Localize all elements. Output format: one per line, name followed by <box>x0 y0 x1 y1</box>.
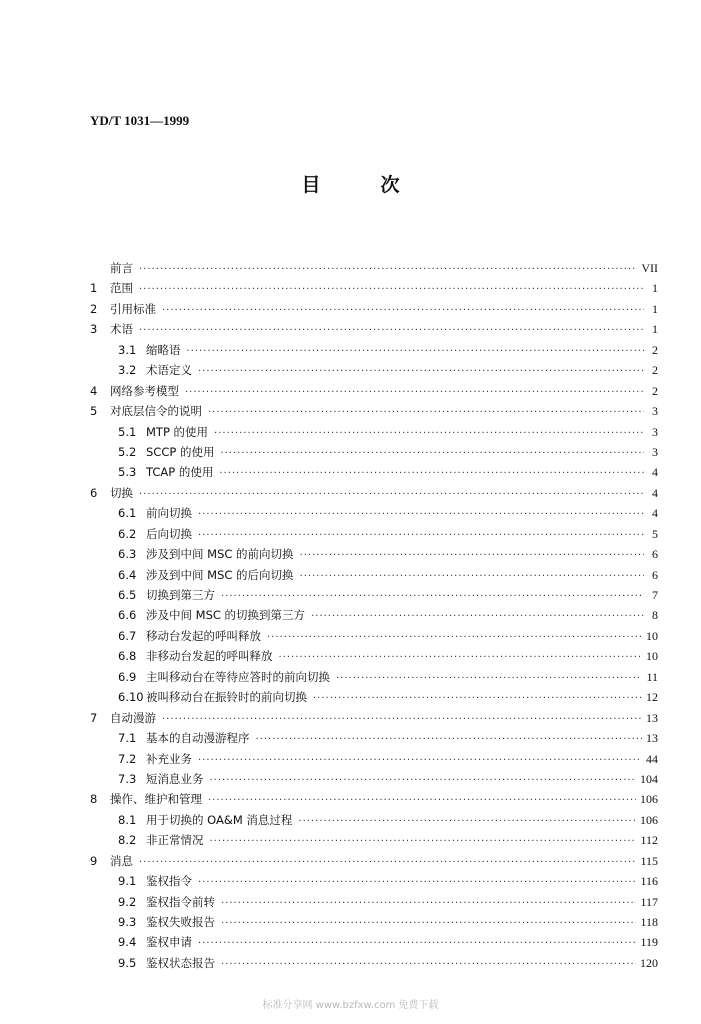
toc-entry-label: 术语定义 <box>146 363 192 378</box>
toc-entry[interactable] <box>90 626 658 646</box>
toc-entry-label: 鉴权申请 <box>146 935 192 950</box>
toc-entry[interactable] <box>90 258 658 278</box>
toc-entry[interactable] <box>90 871 658 891</box>
toc-entry-page: 8 <box>652 608 658 623</box>
toc-entry[interactable] <box>90 932 658 952</box>
toc-entry-page: 106 <box>640 812 658 827</box>
toc-entry[interactable] <box>90 422 658 442</box>
toc-entry-number: 8.2 <box>118 833 137 848</box>
toc-title: 目次 <box>301 174 460 196</box>
dot-leader <box>198 934 636 954</box>
dot-leader <box>279 648 643 668</box>
toc-entry[interactable] <box>90 319 658 339</box>
toc-entry-page: 6 <box>652 567 658 582</box>
dot-leader <box>221 894 636 914</box>
dot-leader <box>139 280 644 300</box>
dot-leader <box>139 260 637 280</box>
toc-entry-page: 10 <box>646 628 658 643</box>
toc-entry-label: 涉及到中间 MSC 的前向切换 <box>146 547 294 562</box>
dot-leader <box>267 628 642 648</box>
dot-leader <box>208 791 636 811</box>
dot-leader <box>162 301 644 321</box>
toc-entry-label: 非正常情况 <box>146 833 204 848</box>
dot-leader <box>221 914 636 934</box>
toc-entry-page: 3 <box>652 424 658 439</box>
toc-entry-page: 115 <box>640 853 658 868</box>
toc-entry-page: 3 <box>652 444 658 459</box>
toc-entry[interactable] <box>90 851 658 871</box>
toc-entry-label: 引用标准 <box>110 301 156 316</box>
toc-entry-page: 10 <box>646 649 658 664</box>
dot-leader <box>198 505 644 525</box>
toc-entry[interactable] <box>90 442 658 462</box>
toc-entry[interactable] <box>90 687 658 707</box>
toc-entry[interactable] <box>90 830 658 850</box>
toc-entry-number: 1 <box>90 281 98 296</box>
toc-entry[interactable] <box>90 708 658 728</box>
toc-entry-label: 后向切换 <box>146 526 192 541</box>
dot-leader <box>139 853 636 873</box>
dot-leader <box>219 464 644 484</box>
toc-entry-label: 缩略语 <box>146 342 181 357</box>
toc-entry-number: 9.1 <box>118 874 137 889</box>
toc-entry-page: 1 <box>652 301 658 316</box>
table-of-contents <box>90 258 658 973</box>
toc-entry[interactable] <box>90 544 658 564</box>
toc-entry-label: 短消息业务 <box>146 771 204 786</box>
document-code: YD/T 1031—1999 <box>90 113 190 128</box>
toc-entry[interactable] <box>90 605 658 625</box>
dot-leader <box>185 383 644 403</box>
dot-leader <box>221 955 636 975</box>
toc-entry-label: 范围 <box>110 281 133 296</box>
watermark: 标准分享网 www.bzfxw.com 免费下载 <box>262 1000 439 1011</box>
dot-leader <box>198 526 644 546</box>
toc-entry-number: 9 <box>90 853 98 868</box>
toc-entry-number: 9.2 <box>118 894 137 909</box>
dot-leader <box>210 771 637 791</box>
dot-leader <box>313 689 642 709</box>
toc-entry-number: 8.1 <box>118 812 137 827</box>
toc-entry-page: 7 <box>652 588 658 602</box>
toc-entry-page: 119 <box>640 935 658 950</box>
toc-entry[interactable] <box>90 381 658 401</box>
toc-entry-number: 5 <box>90 404 98 419</box>
toc-entry-page: 11 <box>646 669 658 684</box>
toc-entry-label: 补充业务 <box>146 751 192 766</box>
toc-entry-number: 9.4 <box>118 935 137 950</box>
dot-leader <box>162 710 642 730</box>
dot-leader <box>214 424 644 444</box>
toc-entry[interactable] <box>90 483 658 503</box>
toc-entry-number: 6.4 <box>118 567 137 582</box>
dot-leader <box>256 730 643 750</box>
toc-entry-number: 6.9 <box>118 669 137 684</box>
toc-entry-page: 116 <box>640 874 658 889</box>
toc-entry[interactable] <box>90 789 658 809</box>
toc-entry-number: 6.8 <box>118 649 137 664</box>
toc-entry-label: TCAP 的使用 <box>146 465 214 480</box>
toc-entry-number: 6.10 <box>118 690 144 705</box>
toc-entry[interactable] <box>90 462 658 482</box>
toc-entry[interactable] <box>90 565 658 585</box>
toc-entry[interactable] <box>90 953 658 973</box>
toc-entry-page: 106 <box>640 792 658 807</box>
toc-entry-number: 3.1 <box>118 342 137 357</box>
toc-entry-page: 2 <box>652 342 658 357</box>
toc-entry-page: 3 <box>652 404 658 419</box>
toc-entry-label: SCCP 的使用 <box>146 444 215 459</box>
toc-entry-number: 8 <box>90 792 98 807</box>
toc-entry-number: 6.2 <box>118 526 137 541</box>
toc-entry-page: 1 <box>652 281 658 296</box>
dot-leader <box>298 812 636 832</box>
toc-entry-label: 移动台发起的呼叫释放 <box>146 628 261 643</box>
toc-entry-page: 2 <box>652 363 658 378</box>
toc-entry-label: 非移动台发起的呼叫释放 <box>146 649 273 664</box>
toc-entry-number: 6 <box>90 485 98 500</box>
toc-entry-page: VII <box>641 261 658 275</box>
toc-entry-page: 4 <box>652 465 658 480</box>
toc-entry[interactable] <box>90 585 658 605</box>
toc-entry[interactable] <box>90 340 658 360</box>
toc-entry[interactable] <box>90 769 658 789</box>
dot-leader <box>300 546 644 566</box>
toc-entry-page: 13 <box>646 731 658 746</box>
toc-entry-page: 13 <box>646 710 658 725</box>
toc-entry-label: 自动漫游 <box>110 710 156 725</box>
toc-entry-label: 用于切换的 OA&M 消息过程 <box>146 812 293 827</box>
toc-entry-page: 6 <box>652 547 658 562</box>
toc-entry-label: 主叫移动台在等待应答时的前向切换 <box>146 669 330 684</box>
toc-entry-label: MTP 的使用 <box>146 424 209 439</box>
toc-entry-label: 涉及到中间 MSC 的后向切换 <box>146 567 294 582</box>
toc-entry-label: 前向切换 <box>146 506 192 521</box>
toc-entry-number: 6.1 <box>118 506 137 521</box>
toc-entry-number: 7.2 <box>118 751 137 766</box>
toc-entry[interactable] <box>90 912 658 932</box>
toc-entry-page: 12 <box>646 690 658 705</box>
toc-entry[interactable] <box>90 524 658 544</box>
toc-entry-number: 4 <box>90 383 98 398</box>
toc-entry-page: 120 <box>640 955 658 970</box>
toc-entry-label: 对底层信令的说明 <box>110 404 202 419</box>
toc-entry[interactable] <box>90 749 658 769</box>
dot-leader <box>139 321 644 341</box>
toc-entry-label: 鉴权失败报告 <box>146 915 215 929</box>
toc-entry-label: 鉴权指令 <box>146 874 192 889</box>
toc-entry-number: 9.5 <box>118 955 137 970</box>
toc-entry[interactable] <box>90 401 658 421</box>
toc-entry-page: 4 <box>652 485 658 500</box>
toc-entry-page: 44 <box>646 751 658 766</box>
toc-entry-label: 前言 <box>110 261 133 275</box>
toc-entry[interactable] <box>90 810 658 830</box>
dot-leader <box>198 873 636 893</box>
toc-entry-label: 基本的自动漫游程序 <box>146 731 250 746</box>
toc-entry-number: 7.1 <box>118 731 137 746</box>
toc-entry-label: 鉴权状态报告 <box>146 955 215 970</box>
dot-leader <box>210 832 637 852</box>
toc-entry-number: 6.6 <box>118 608 137 623</box>
toc-entry[interactable] <box>90 278 658 298</box>
dot-leader <box>221 587 644 607</box>
toc-entry-label: 操作、维护和管理 <box>110 792 202 807</box>
dot-leader <box>300 567 644 587</box>
toc-entry-number: 7 <box>90 710 98 725</box>
toc-entry-label: 切换 <box>110 485 133 500</box>
toc-entry-page: 5 <box>652 526 658 541</box>
toc-entry[interactable] <box>90 892 658 912</box>
toc-entry-number: 6.3 <box>118 547 137 562</box>
toc-entry[interactable] <box>90 667 658 687</box>
toc-entry-label: 网络参考模型 <box>110 383 179 398</box>
toc-entry[interactable] <box>90 646 658 666</box>
dot-leader <box>139 485 644 505</box>
toc-entry-page: 2 <box>652 383 658 398</box>
toc-entry-number: 5.2 <box>118 444 137 459</box>
toc-entry-label: 术语 <box>110 322 133 337</box>
toc-entry-number: 5.1 <box>118 424 137 439</box>
toc-entry[interactable] <box>90 503 658 523</box>
toc-entry-page: 4 <box>652 506 658 521</box>
toc-entry-page: 118 <box>640 915 658 929</box>
dot-leader <box>198 751 642 771</box>
toc-entry[interactable] <box>90 360 658 380</box>
toc-entry-number: 9.3 <box>118 915 137 929</box>
toc-entry-page: 112 <box>640 833 658 848</box>
dot-leader <box>311 607 644 627</box>
toc-entry-number: 5.3 <box>118 465 137 480</box>
toc-entry-number: 7.3 <box>118 771 137 786</box>
toc-entry[interactable] <box>90 299 658 319</box>
dot-leader <box>220 444 644 464</box>
toc-entry-number: 6.7 <box>118 628 137 643</box>
dot-leader <box>208 403 644 423</box>
toc-entry-page: 1 <box>652 322 658 337</box>
toc-entry-label: 被叫移动台在振铃时的前向切换 <box>146 690 307 705</box>
toc-entry-label: 切换到第三方 <box>146 588 215 602</box>
toc-entry-page: 104 <box>640 771 658 786</box>
toc-entry-label: 鉴权指令前转 <box>146 894 215 909</box>
dot-leader <box>187 342 645 362</box>
toc-entry-label: 消息 <box>110 853 133 868</box>
dot-leader <box>198 362 644 382</box>
toc-entry[interactable] <box>90 728 658 748</box>
toc-entry-number: 3 <box>90 322 98 337</box>
toc-entry-number: 3.2 <box>118 363 137 378</box>
dot-leader <box>336 669 642 689</box>
toc-entry-number: 2 <box>90 301 98 316</box>
toc-entry-page: 117 <box>640 894 658 909</box>
toc-entry-label: 涉及中间 MSC 的切换到第三方 <box>146 608 306 623</box>
toc-entry-number: 6.5 <box>118 588 137 602</box>
